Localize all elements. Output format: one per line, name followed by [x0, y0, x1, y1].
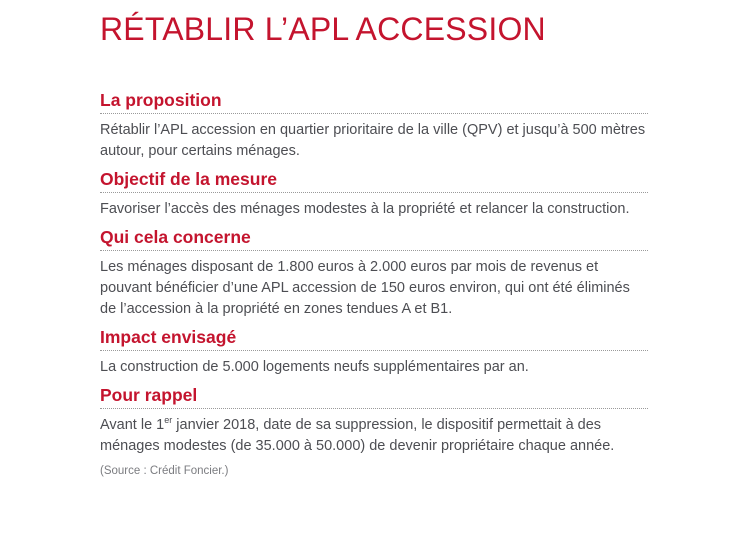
dotted-divider: [100, 250, 648, 251]
body-text-after-ordinal: janvier 2018, date de sa suppression, le dispositif permettait à des ménages modestes (de 35.000 à 50.000) de devenir propriétaire chaque année.: [100, 417, 615, 454]
section-heading: Qui cela concerne: [100, 227, 251, 247]
ordinal-suffix: er: [164, 415, 173, 426]
dotted-divider: [100, 192, 648, 193]
dotted-divider: [100, 113, 648, 114]
section-body: La construction de 5.000 logements neufs supplémentaires par an.: [100, 359, 529, 375]
section-rappel: [100, 385, 648, 478]
section-heading: Objectif de la mesure: [100, 169, 278, 189]
body-text-before-ordinal: Avant le 1: [100, 417, 165, 433]
section-objectif: [100, 169, 648, 220]
dotted-divider: [100, 350, 648, 351]
page-title: RÉTABLIR L’APL ACCESSION: [100, 11, 546, 47]
section-body: Les ménages disposant de 1.800 euros à 2.000 euros par mois de revenus et pouvant bénéficier d’une APL accession de 150 euros environ, qui ont été éliminés de l’accession à la propriété en zones tendues A et B1.: [100, 259, 630, 317]
dotted-divider: [100, 408, 648, 409]
section-heading: Pour rappel: [100, 385, 198, 405]
section-body: [100, 415, 648, 457]
section-heading: Impact envisagé: [100, 327, 237, 347]
section-body: Rétablir l’APL accession en quartier prioritaire de la ville (QPV) et jusqu’à 500 mètres autour, pour certains ménages.: [100, 122, 646, 159]
section-impact: [100, 327, 648, 378]
source-note: (Source : Crédit Foncier.): [100, 465, 229, 477]
section-proposition: [100, 90, 648, 162]
section-body: Favoriser l’accès des ménages modestes à la propriété et relancer la construction.: [100, 201, 630, 217]
section-concerne: [100, 227, 648, 320]
section-heading: La proposition: [100, 90, 222, 110]
